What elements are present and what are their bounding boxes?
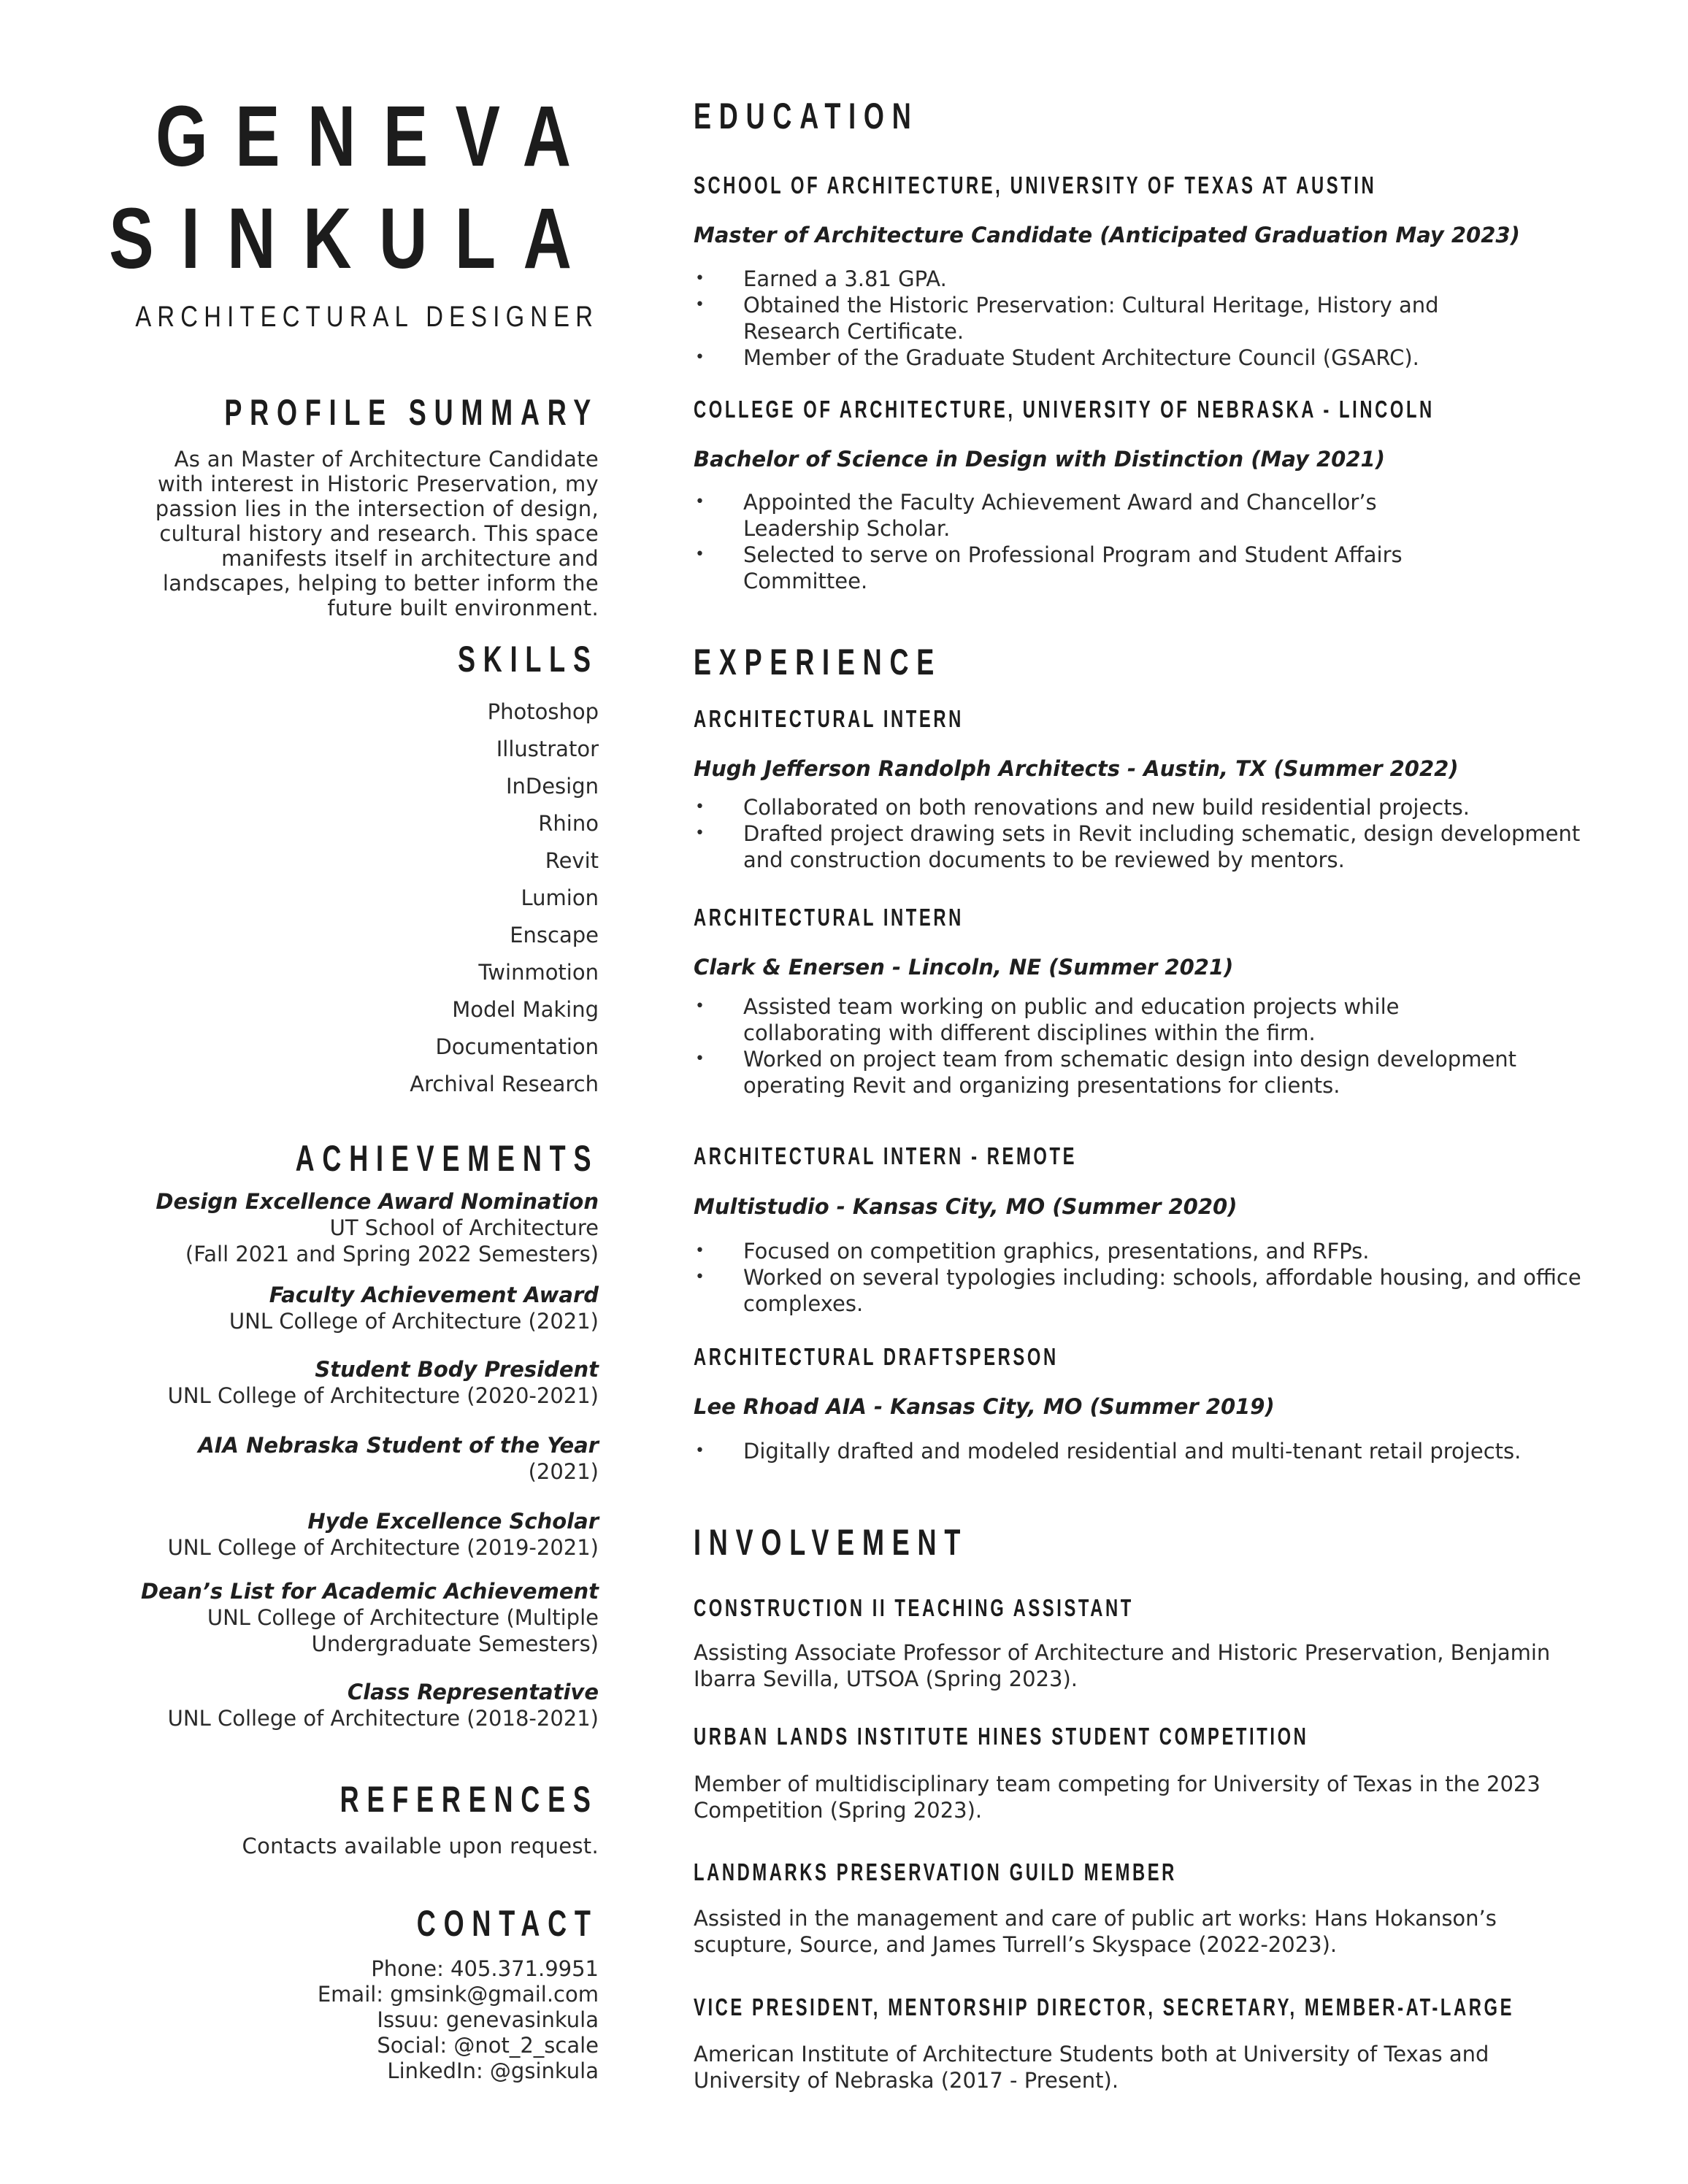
experience-title: ARCHITECTURAL INTERN <box>694 904 964 931</box>
contact-issuu: Issuu: genevasinkula <box>377 2007 599 2032</box>
achievement-desc: UNL College of Architecture (2020-2021) <box>167 1383 599 1408</box>
bullet-item: • Assisted team working on public and education projects while collaborating with different disciplines within the firm. <box>694 993 1517 1046</box>
experience-heading: EXPERIENCE <box>694 642 943 682</box>
achievement-item <box>88 1432 599 1485</box>
degree: Bachelor of Science in Design with Distinction (May 2021) <box>694 447 1385 472</box>
education-bullets <box>694 489 1497 594</box>
references-text: Contacts available upon request. <box>242 1834 599 1858</box>
education-heading: EDUCATION <box>694 96 919 136</box>
skill-item: Model Making <box>452 997 599 1022</box>
skill-item: Lumion <box>521 885 599 910</box>
involvement-text: American Institute of Architecture Students both at University of Texas and University of Nebraska (2017 - Present). <box>694 2042 1489 2093</box>
contact-email: Email: gmsink@gmail.com <box>317 1982 599 2007</box>
contact-social: Social: @not_2_scale <box>377 2033 599 2058</box>
experience-firm: Clark & Enersen - Lincoln, NE (Summer 2021) <box>694 955 1234 980</box>
profile-line: landscapes, helping to better inform the <box>162 571 599 596</box>
achievement-item <box>88 1679 599 1731</box>
job-title: ARCHITECTURAL DESIGNER <box>135 301 599 333</box>
achievement-title: Dean’s List for Academic Achievement <box>140 1579 599 1604</box>
skill-item: Twinmotion <box>478 960 599 985</box>
involvement-title: URBAN LANDS INSTITUTE HINES STUDENT COMPETITION <box>694 1723 1309 1750</box>
experience-title: ARCHITECTURAL DRAFTSPERSON <box>694 1343 1059 1370</box>
experience-title: ARCHITECTURAL INTERN <box>694 705 964 732</box>
experience-bullets <box>694 993 1599 1099</box>
experience-firm: Multistudio - Kansas City, MO (Summer 2020) <box>694 1194 1238 1219</box>
achievement-item <box>88 1356 599 1409</box>
profile-line: As an Master of Architecture Candidate <box>174 447 599 472</box>
degree: Master of Architecture Candidate (Anticipated Graduation May 2023) <box>694 223 1520 247</box>
education-bullets <box>694 266 1599 371</box>
profile-line: passion lies in the intersection of design, <box>155 496 599 521</box>
bullet-item: • Worked on several typologies including: schools, affordable housing, and office complexes. <box>694 1264 1590 1317</box>
skill-item: Illustrator <box>496 737 599 761</box>
profile-heading: PROFILE SUMMARY <box>224 392 599 433</box>
experience-firm: Lee Rhoad AIA - Kansas City, MO (Summer 2019) <box>694 1394 1275 1419</box>
profile-line: future built environment. <box>327 596 599 620</box>
skill-item: Photoshop <box>487 699 599 724</box>
bullet-item: • Worked on project team from schematic design into design development operating Revit and organizing presentations for clients. <box>694 1046 1605 1099</box>
profile-line: cultural history and research. This space <box>159 521 599 546</box>
achievement-desc: UNL College of Architecture (2019-2021) <box>167 1535 599 1560</box>
achievement-desc: UNL College of Architecture (Multiple <box>207 1605 599 1630</box>
skill-item: InDesign <box>505 774 599 799</box>
contact-heading: CONTACT <box>417 1903 599 1944</box>
bullet-item: • Focused on competition graphics, presentations, and RFPs. <box>694 1238 1599 1264</box>
experience-bullets <box>694 1238 1599 1317</box>
achievement-title: AIA Nebraska Student of the Year <box>198 1433 599 1458</box>
involvement-title: LANDMARKS PRESERVATION GUILD MEMBER <box>694 1858 1177 1885</box>
references-heading: REFERENCES <box>339 1779 599 1820</box>
achievement-title: Design Excellence Award Nomination <box>156 1189 599 1214</box>
profile-line: manifests itself in architecture and <box>221 546 599 571</box>
bullet-item: • Drafted project drawing sets in Revit including schematic, design development and construction documents to be reviewed by mentors. <box>694 820 1605 873</box>
achievement-item <box>88 1508 599 1561</box>
bullet-item: • Selected to serve on Professional Program and Student Affairs Committee. <box>694 542 1473 594</box>
skills-heading: SKILLS <box>458 639 599 680</box>
contact-phone: Phone: 405.371.9951 <box>371 1956 599 1981</box>
achievement-desc: UT School of Architecture <box>329 1215 599 1240</box>
contact-list <box>88 1956 599 2084</box>
achievement-desc: Undergraduate Semesters) <box>311 1631 599 1656</box>
involvement-heading: INVOLVEMENT <box>694 1522 969 1563</box>
bullet-item: • Digitally drafted and modeled residential and multi-tenant retail projects. <box>694 1438 1568 1464</box>
skill-item: Rhino <box>538 811 599 836</box>
bullet-item: • Member of the Graduate Student Architecture Council (GSARC). <box>694 345 1599 371</box>
involvement-text: Assisted in the management and care of public art works: Hans Hokanson’s scupture, Source, and James Turrell’s Skyspace (2022-2023). <box>694 1906 1497 1957</box>
skill-item: Archival Research <box>410 1072 599 1096</box>
last-name: SINKULA <box>108 191 599 287</box>
profile-summary <box>88 447 599 620</box>
experience-bullets <box>694 1438 1599 1464</box>
achievements-heading: ACHIEVEMENTS <box>295 1138 599 1179</box>
involvement-title: CONSTRUCTION II TEACHING ASSISTANT <box>694 1594 1134 1621</box>
involvement-text: Member of multidisciplinary team competing for University of Texas in the 2023 Competition (Spring 2023). <box>694 1772 1541 1823</box>
first-name: GENEVA <box>156 88 599 185</box>
experience-firm: Hugh Jefferson Randolph Architects - Austin, TX (Summer 2022) <box>694 756 1459 781</box>
involvement-text: Assisting Associate Professor of Architecture and Historic Preservation, Benjamin Ibarra Sevilla, UTSOA (Spring 2023). <box>694 1640 1551 1691</box>
skill-item: Documentation <box>435 1034 599 1059</box>
bullet-item: • Obtained the Historic Preservation: Cultural Heritage, History and Research Certificate. <box>694 292 1517 345</box>
school-name: COLLEGE OF ARCHITECTURE, UNIVERSITY OF NEBRASKA - LINCOLN <box>694 396 1435 423</box>
contact-linkedin: LinkedIn: @gsinkula <box>387 2058 599 2083</box>
profile-line: with interest in Historic Preservation, my <box>157 472 599 496</box>
school-name: SCHOOL OF ARCHITECTURE, UNIVERSITY OF TEXAS AT AUSTIN <box>694 172 1377 199</box>
achievement-title: Faculty Achievement Award <box>269 1283 599 1307</box>
achievement-item <box>88 1188 599 1267</box>
achievement-title: Student Body President <box>315 1357 599 1382</box>
skill-item: Revit <box>545 848 599 873</box>
bullet-item: • Collaborated on both renovations and new build residential projects. <box>694 794 1599 820</box>
achievement-title: Class Representative <box>347 1680 599 1704</box>
achievement-title: Hyde Excellence Scholar <box>307 1509 599 1534</box>
involvement-title: VICE PRESIDENT, MENTORSHIP DIRECTOR, SECRETARY, MEMBER-AT-LARGE <box>694 1993 1515 2020</box>
achievement-desc: (2021) <box>528 1459 599 1484</box>
experience-bullets <box>694 794 1599 873</box>
skills-list <box>88 693 599 1103</box>
achievement-desc: UNL College of Architecture (2018-2021) <box>167 1706 599 1731</box>
achievement-item <box>88 1578 599 1657</box>
skill-item: Enscape <box>510 923 599 947</box>
achievement-item <box>88 1282 599 1334</box>
experience-title: ARCHITECTURAL INTERN - REMOTE <box>694 1142 1078 1169</box>
bullet-item: • Earned a 3.81 GPA. <box>694 266 1599 292</box>
achievement-desc: (Fall 2021 and Spring 2022 Semesters) <box>185 1242 599 1266</box>
achievement-desc: UNL College of Architecture (2021) <box>229 1309 599 1334</box>
bullet-item: • Appointed the Faculty Achievement Award and Chancellor’s Leadership Scholar. <box>694 489 1444 542</box>
